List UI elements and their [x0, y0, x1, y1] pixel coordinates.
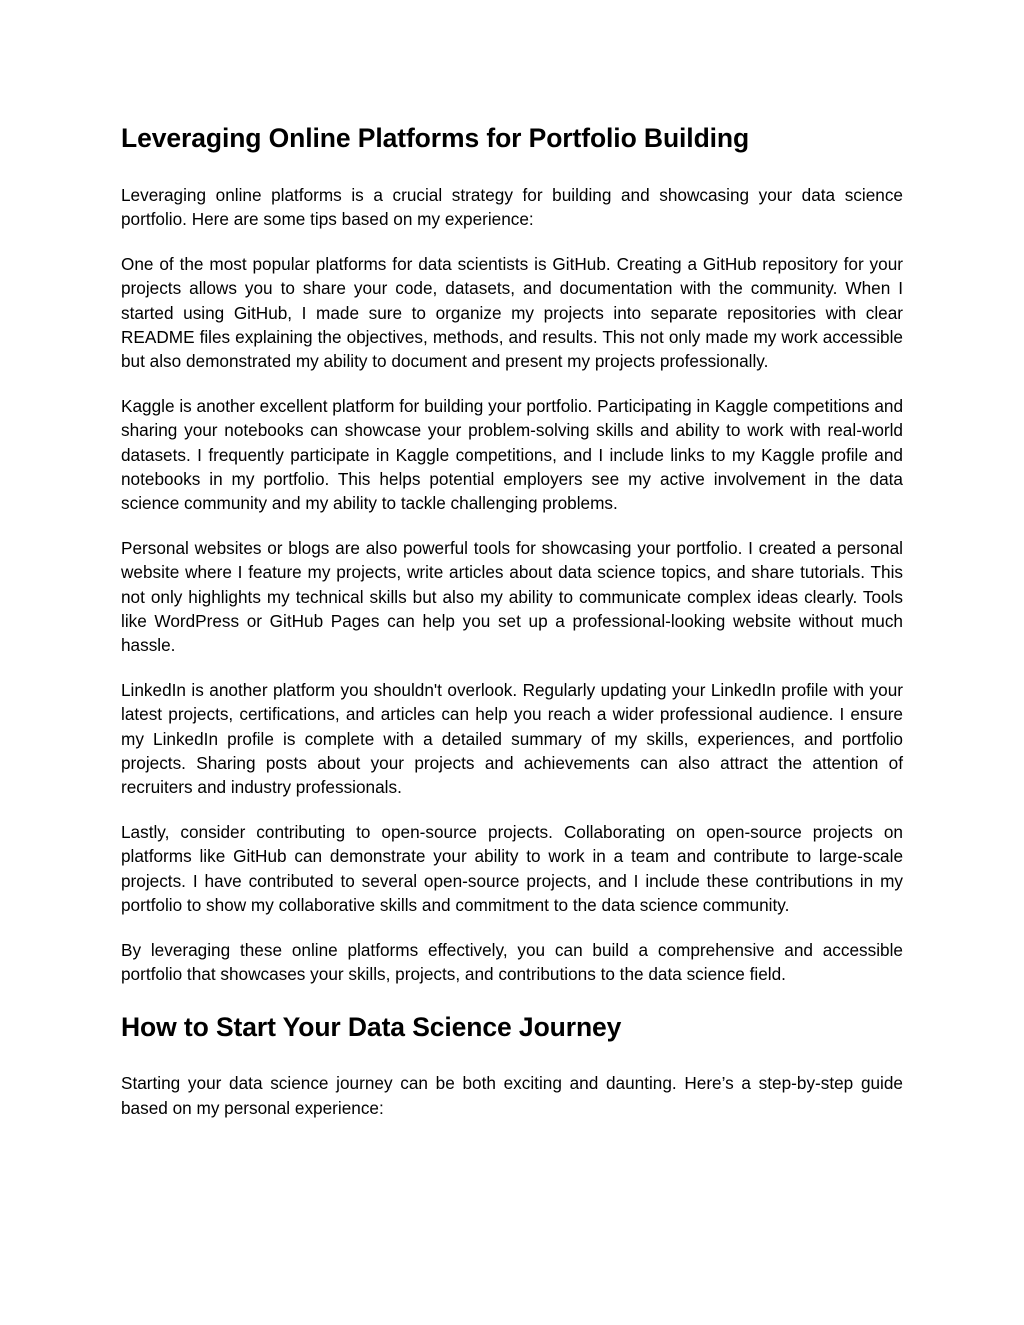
- paragraph-kaggle: Kaggle is another excellent platform for building your portfolio. Participating in Kaggle competitions and sharing your notebooks can showcase your problem-solving skills and ability to work with real-world datasets. I frequently participate in Kaggle competitions, and I include links to my Kaggle profile and notebooks in my portfolio. This helps potential employers see my active involvement in the data science community and my ability to tackle challenging problems.: [121, 396, 903, 514]
- paragraph-github: One of the most popular platforms for data scientists is GitHub. Creating a GitHub repository for your projects allows you to share your code, datasets, and documentation with the community. When I started using GitHub, I made sure to organize my projects into separate repositories with clear README files explaining the objectives, methods, and results. This not only made my work accessible but also demonstrated my ability to document and present my projects professionally.: [121, 254, 903, 372]
- paragraph-linkedin: LinkedIn is another platform you shouldn't overlook. Regularly updating your LinkedIn profile with your latest projects, certifications, and articles can help you reach a wider professional audience. I ensure my LinkedIn profile is complete with a detailed summary of my skills, experiences, and portfolio projects. Sharing posts about your projects and achievements can also attract the attention of recruiters and industry professionals.: [121, 680, 903, 798]
- section-heading: How to Start Your Data Science Journey: [121, 1012, 622, 1043]
- section-start-journey: [121, 1007, 903, 1120]
- document-page: [121, 118, 903, 1120]
- paragraph-open-source: Lastly, consider contributing to open-source projects. Collaborating on open-source projects on platforms like GitHub can demonstrate your ability to work in a team and contribute to large-scale projects. I have contributed to several open-source projects, and I include these contributions in my portfolio to show my collaborative skills and commitment to the data science community.: [121, 822, 903, 915]
- paragraph-conclusion: By leveraging these online platforms effectively, you can build a comprehensive and accessible portfolio that showcases your skills, projects, and contributions to the data science field.: [121, 939, 903, 985]
- section-heading: Leveraging Online Platforms for Portfolio Building: [121, 123, 750, 153]
- section-portfolio-platforms: [121, 118, 903, 986]
- paragraph-journey-intro: Starting your data science journey can be both exciting and daunting. Here’s a step-by-step guide based on my personal experience:: [121, 1073, 903, 1118]
- paragraph-personal-websites: Personal websites or blogs are also powerful tools for showcasing your portfolio. I created a personal website where I feature my projects, write articles about data science topics, and share tutorials. This not only highlights my technical skills but also my ability to communicate complex ideas clearly. Tools like WordPress or GitHub Pages can help you set up a professional-looking website without much hassle.: [121, 538, 903, 656]
- paragraph-intro: Leveraging online platforms is a crucial strategy for building and showcasing your data science portfolio. Here are some tips based on my experience:: [121, 185, 903, 230]
